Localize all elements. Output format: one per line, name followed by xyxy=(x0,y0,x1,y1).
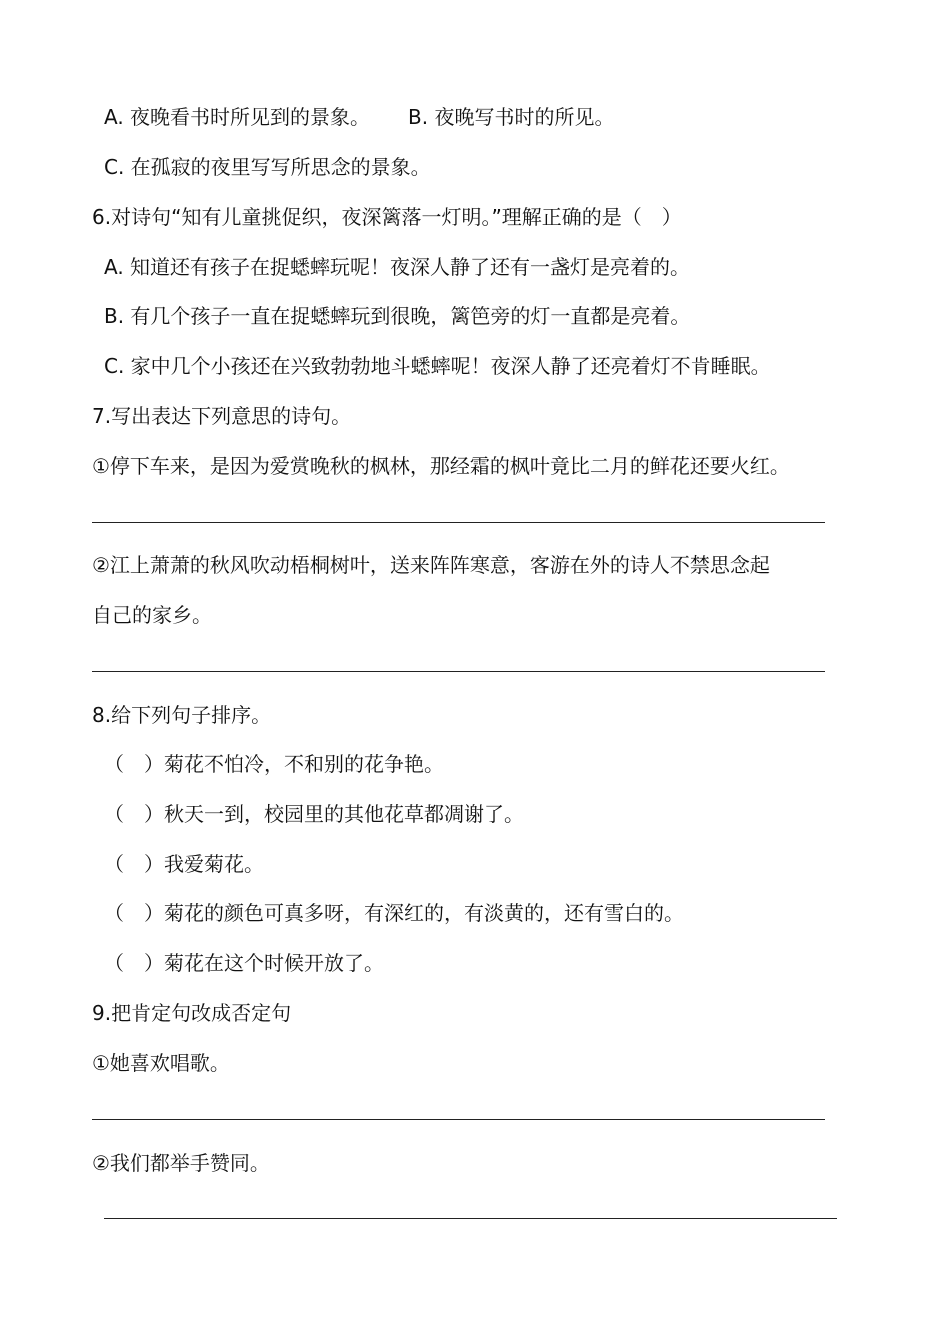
q7-item-2-answer-line[interactable] xyxy=(92,671,825,672)
q5-options-row xyxy=(104,104,614,130)
q5-option-a: A. 夜晚看书时所见到的景象。 xyxy=(104,105,371,129)
q8-question: 8.给下列句子排序。 xyxy=(92,703,272,727)
q9-item-1: ①她喜欢唱歌。 xyxy=(92,1051,230,1075)
q8-item: （ ）我爱菊花。 xyxy=(104,852,264,876)
q8-item: （ ）菊花的颜色可真多呀，有深红的，有淡黄的，还有雪白的。 xyxy=(104,901,684,925)
q6-option-b: B. 有几个孩子一直在捉蟋蟀玩到很晚，篱笆旁的灯一直都是亮着。 xyxy=(104,304,691,328)
q6-option-c: C. 家中几个小孩还在兴致勃勃地斗蟋蟀呢！夜深人静了还亮着灯不肯睡眠。 xyxy=(104,354,771,378)
q9-item-2: ②我们都举手赞同。 xyxy=(92,1151,270,1175)
q7-item-2-line-1: ②江上萧萧的秋风吹动梧桐树叶，送来阵阵寒意，客游在外的诗人不禁思念起 xyxy=(92,553,770,577)
q5-option-b: B. 夜晚写书时的所见。 xyxy=(408,105,615,129)
q6-question: 6.对诗句“知有儿童挑促织，夜深篱落一灯明。”理解正确的是（ ） xyxy=(92,205,682,229)
q8-item: （ ）秋天一到，校园里的其他花草都凋谢了。 xyxy=(104,802,524,826)
q7-item-2-line-2: 自己的家乡。 xyxy=(92,603,212,627)
q9-item-2-answer-line[interactable] xyxy=(104,1218,837,1219)
q8-item: （ ）菊花不怕冷，不和别的花争艳。 xyxy=(104,752,444,776)
q7-item-1-answer-line[interactable] xyxy=(92,522,825,523)
q7-question: 7.写出表达下列意思的诗句。 xyxy=(92,404,352,428)
q5-option-c: C. 在孤寂的夜里写写所思念的景象。 xyxy=(104,155,431,179)
q6-option-a: A. 知道还有孩子在捉蟋蟀玩呢！夜深人静了还有一盏灯是亮着的。 xyxy=(104,255,691,279)
q7-item-1: ①停下车来，是因为爱赏晚秋的枫林，那经霜的枫叶竟比二月的鲜花还要火红。 xyxy=(92,454,790,478)
q9-item-1-answer-line[interactable] xyxy=(92,1119,825,1120)
q9-question: 9.把肯定句改成否定句 xyxy=(92,1001,292,1025)
q8-item: （ ）菊花在这个时候开放了。 xyxy=(104,951,384,975)
